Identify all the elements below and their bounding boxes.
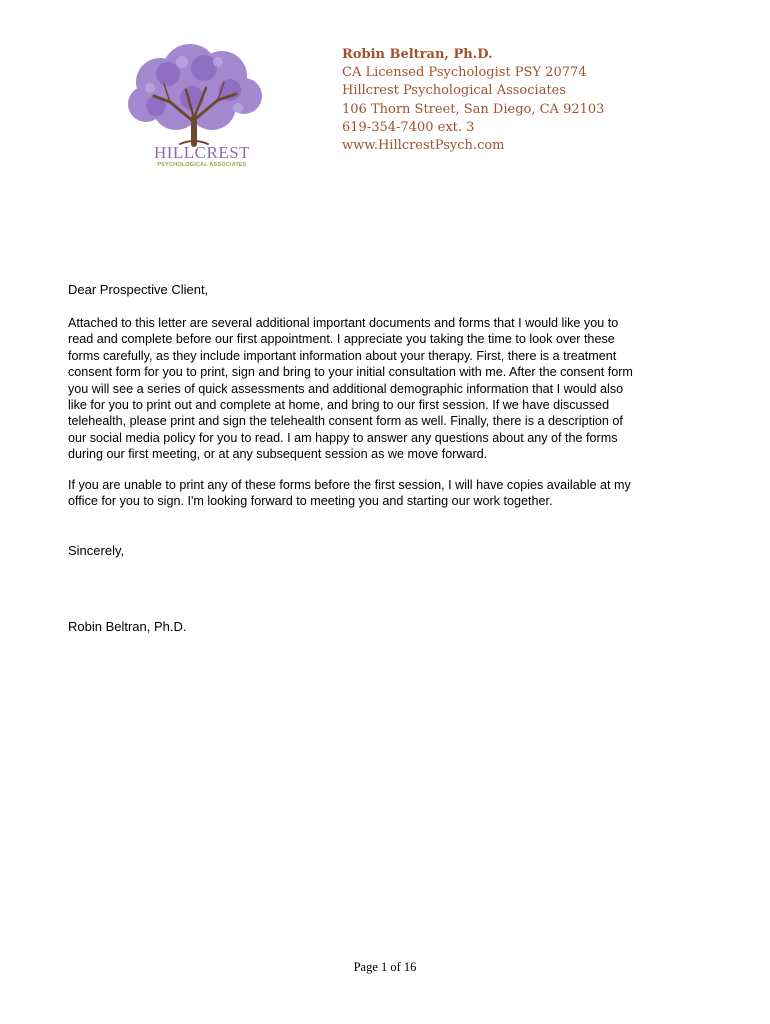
letterhead-address: 106 Thorn Street, San Diego, CA 92103 [342,101,605,117]
paragraph-line: read and complete before our first appointment. I appreciate you taking the time to look over these [68,332,615,347]
paragraph-line: consent form for you to print, sign and bring to your initial consultation with me. After the consent form [68,365,633,380]
signature-name: Robin Beltran, Ph.D. [68,619,187,634]
paragraph-line: you will see a series of quick assessments and additional demographic information that I would also [68,381,624,396]
body-paragraph-2 [68,477,692,510]
letterhead-license: CA Licensed Psychologist PSY 20774 [342,65,587,81]
paragraph-line: Attached to this letter are several additional important documents and forms that I would like you to [68,316,619,330]
paragraph-line: If you are unable to print any of these forms before the first session, I will have copies available at my [68,478,631,492]
salutation: Dear Prospective Client, [68,282,209,297]
letterhead-website: www.HillcrestPsych.com [342,138,505,154]
logo-tagline: PSYCHOLOGICAL ASSOCIATES [157,162,247,168]
paragraph-line: office for you to sign. I'm looking forward to meeting you and starting our work together. [68,494,553,509]
paragraph-line: like for you to print out and complete at home, and bring to our first session. If we have discussed [68,398,610,413]
closing: Sincerely, [68,543,125,558]
letterhead-name: Robin Beltran, Ph.D. [342,47,493,62]
paragraph-line: our social media policy for you to read. I am happy to answer any questions about any of the forms [68,430,618,445]
paragraph-line: forms carefully, as they include important information about your therapy. First, there is a treatment [68,348,617,363]
logo-name: HILLCREST [153,143,251,162]
letterhead-phone: 619-354-7400 ext. 3 [342,119,475,135]
letterhead [342,46,604,155]
page-number: Page 1 of 16 [353,960,417,974]
body-paragraph-1 [68,315,692,463]
letterhead-practice: Hillcrest Psychological Associates [342,83,567,99]
paragraph-line: during our first meeting, or at any subsequent session as we move forward. [68,447,488,462]
paragraph-line: telehealth, please print and sign the telehealth consent form as well. Finally, there is a description of [68,414,623,429]
